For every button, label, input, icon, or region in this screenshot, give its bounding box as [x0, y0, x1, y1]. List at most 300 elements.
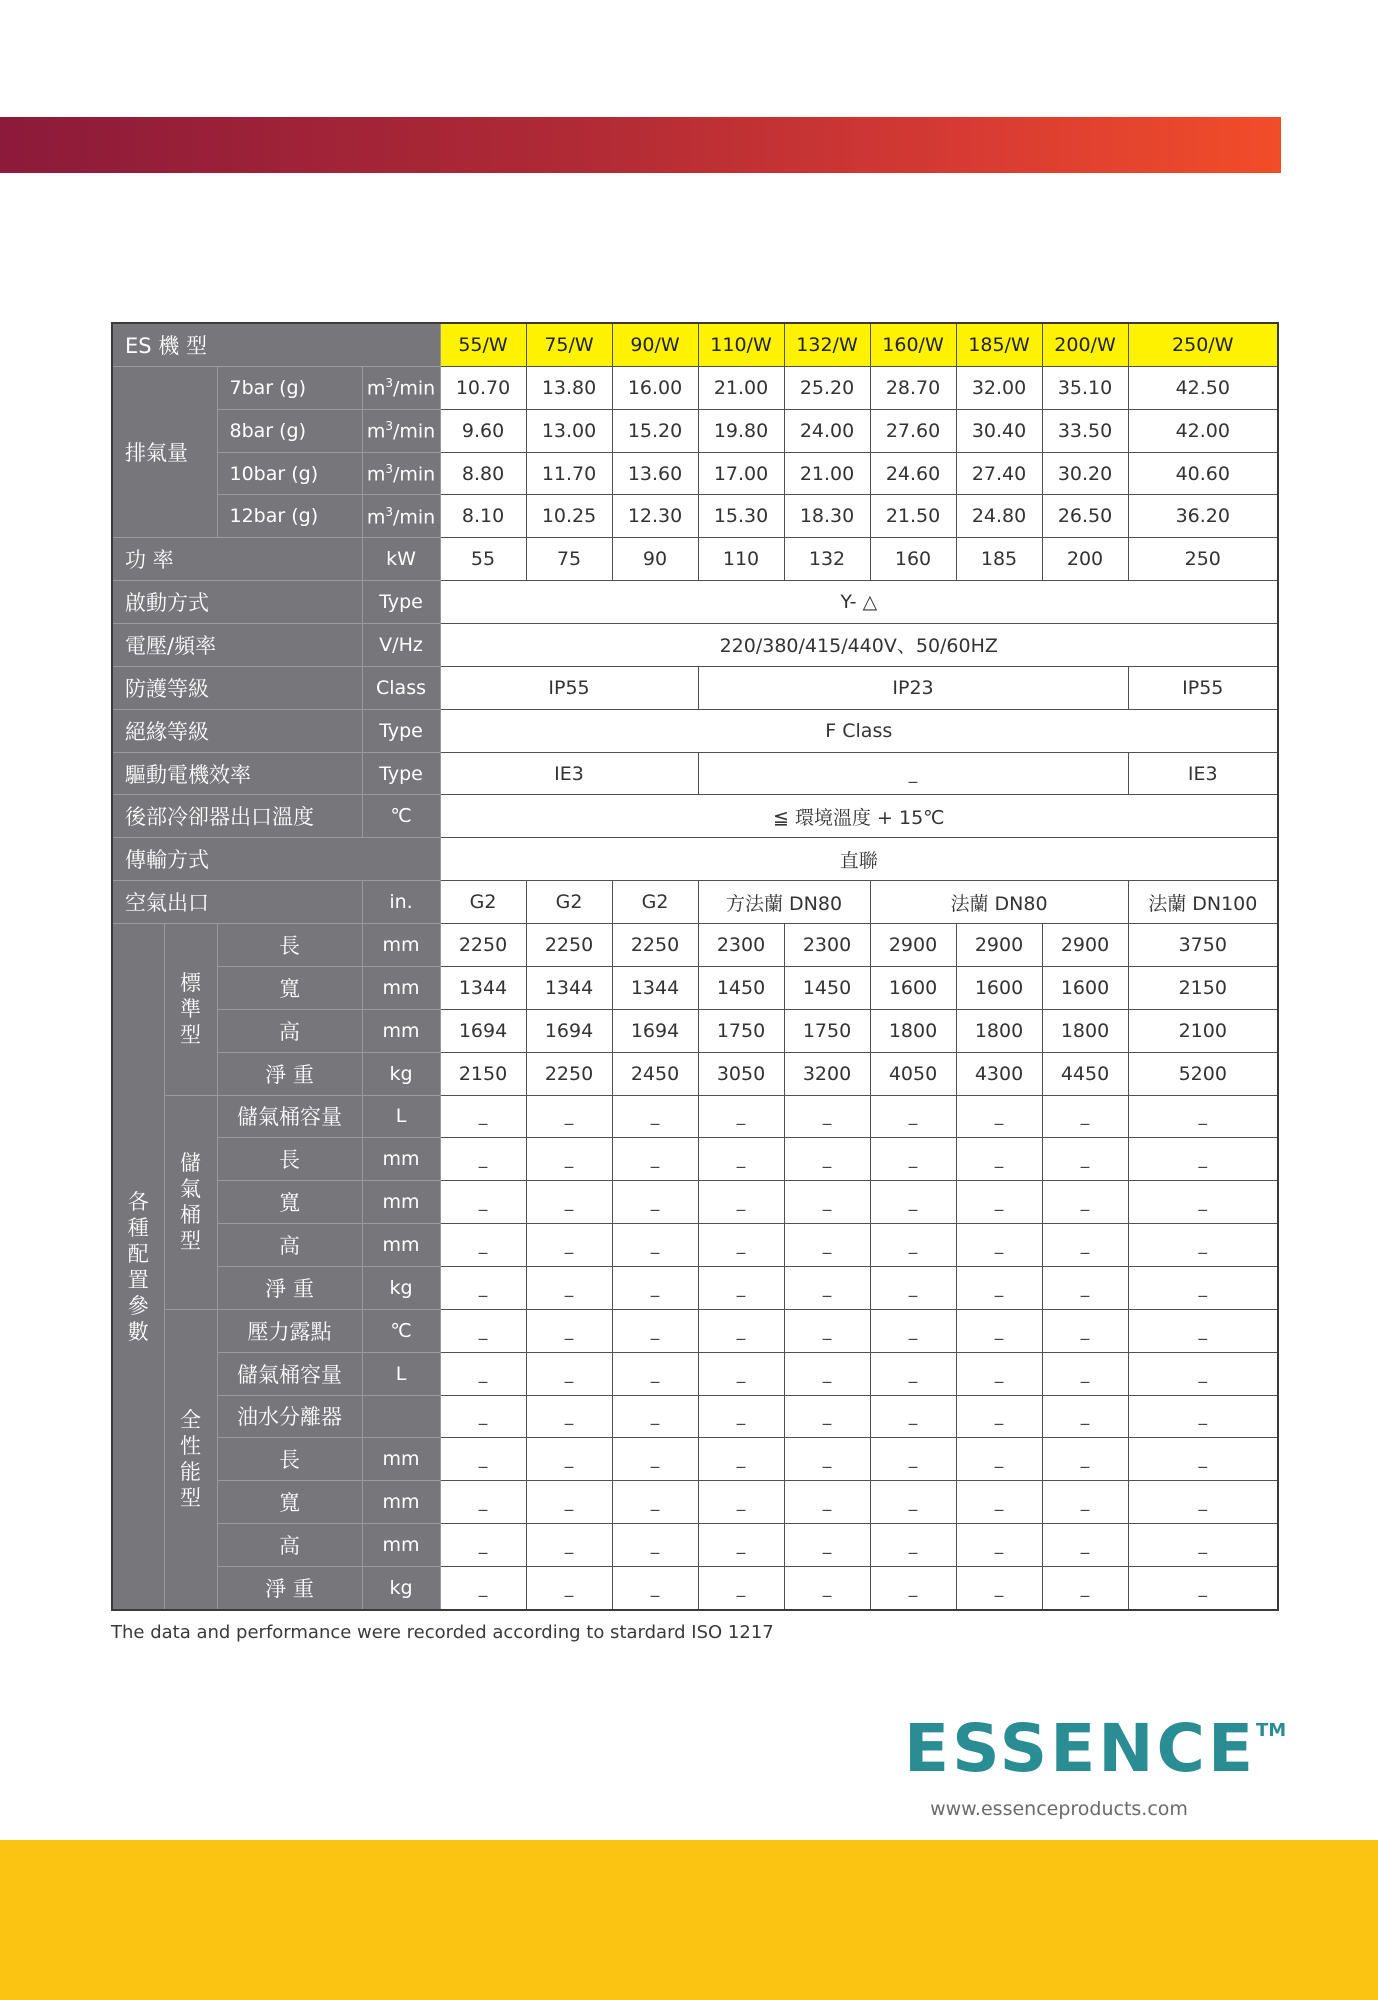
standard-value: 2250	[612, 924, 698, 967]
model-cell: 110/W	[698, 323, 784, 366]
tank-value: _	[526, 1181, 612, 1224]
cooler-temp-label: 後部冷卻器出口溫度	[112, 795, 362, 838]
unit-base: m	[366, 420, 386, 443]
standard-item-unit: mm	[362, 924, 440, 967]
standard-item-unit: kg	[362, 1052, 440, 1095]
full-performance-value: _	[956, 1567, 1042, 1611]
protection-value: IP55	[1128, 666, 1278, 709]
tank-value: _	[956, 1266, 1042, 1309]
tank-value: _	[1042, 1266, 1128, 1309]
tank-row	[112, 1138, 1278, 1181]
cooler-temp-row	[112, 795, 1278, 838]
standard-item-unit: mm	[362, 1009, 440, 1052]
standard-value: 1694	[440, 1009, 526, 1052]
standard-value: 2250	[526, 1052, 612, 1095]
model-cell: 185/W	[956, 323, 1042, 366]
full-performance-value: _	[1042, 1567, 1128, 1611]
standard-value: 1600	[1042, 966, 1128, 1009]
trademark-mark: TM	[1256, 1720, 1287, 1741]
tank-value: _	[612, 1138, 698, 1181]
unit-cell	[362, 495, 440, 538]
bottom-yellow-band	[0, 1840, 1378, 2000]
standard-value: 1450	[784, 966, 870, 1009]
full-performance-value: _	[1042, 1481, 1128, 1524]
tank-value: _	[870, 1266, 956, 1309]
full-performance-value: _	[698, 1352, 784, 1395]
discharge-value: 36.20	[1128, 495, 1278, 538]
tank-value: _	[870, 1095, 956, 1138]
full-performance-row	[112, 1309, 1278, 1352]
vertical-label-char: 型	[180, 1023, 201, 1048]
standard-value: 1450	[698, 966, 784, 1009]
power-value: 160	[870, 538, 956, 581]
vertical-label-char: 種	[127, 1215, 149, 1240]
unit-base: m	[366, 463, 386, 486]
model-cell: 90/W	[612, 323, 698, 366]
full-performance-value: _	[1128, 1352, 1278, 1395]
air-outlet-value: 方法蘭 DN80	[698, 881, 870, 924]
discharge-row	[112, 409, 1278, 452]
full-performance-value: _	[698, 1438, 784, 1481]
discharge-value: 15.30	[698, 495, 784, 538]
vertical-label-char: 配	[127, 1241, 149, 1266]
full-performance-value: _	[784, 1524, 870, 1567]
full-performance-value: _	[956, 1309, 1042, 1352]
full-performance-value: _	[1128, 1567, 1278, 1611]
vertical-label-char: 型	[180, 1486, 201, 1511]
full-performance-value: _	[1128, 1395, 1278, 1438]
full-performance-item-unit: kg	[362, 1567, 440, 1611]
full-performance-value: _	[784, 1309, 870, 1352]
full-performance-value: _	[956, 1352, 1042, 1395]
full-performance-value: _	[612, 1524, 698, 1567]
full-performance-item-unit: mm	[362, 1524, 440, 1567]
unit-cell	[362, 366, 440, 409]
essence-logo	[904, 1710, 1287, 1787]
tank-item-label: 長	[217, 1138, 362, 1181]
standard-row	[112, 966, 1278, 1009]
vertical-label-char: 儲	[180, 1151, 201, 1176]
protection-label: 防護等級	[112, 666, 362, 709]
discharge-value: 13.00	[526, 409, 612, 452]
standard-item-label: 淨 重	[217, 1052, 362, 1095]
full-performance-value: _	[698, 1481, 784, 1524]
model-cell: 200/W	[1042, 323, 1128, 366]
unit-tail: /min	[392, 420, 436, 443]
full-performance-value: _	[440, 1438, 526, 1481]
tank-item-unit: mm	[362, 1181, 440, 1224]
power-unit: kW	[362, 538, 440, 581]
unit-superscript: 3	[385, 504, 393, 519]
full-performance-value: _	[956, 1395, 1042, 1438]
full-performance-value: _	[698, 1524, 784, 1567]
tank-value: _	[870, 1181, 956, 1224]
brand-name: ESSENCE	[904, 1710, 1257, 1787]
top-gradient-band	[0, 117, 1281, 173]
unit-base: m	[366, 506, 386, 529]
air-outlet-value: G2	[440, 881, 526, 924]
discharge-value: 12.30	[612, 495, 698, 538]
pressure-label: 7bar (g)	[217, 366, 362, 409]
tank-value: _	[956, 1095, 1042, 1138]
full-performance-item-unit: ℃	[362, 1309, 440, 1352]
discharge-value: 25.20	[784, 366, 870, 409]
tank-value: _	[870, 1138, 956, 1181]
voltage-value: 220/380/415/440V、50/60HZ	[440, 624, 1278, 667]
full-performance-value: _	[612, 1438, 698, 1481]
voltage-label: 電壓/頻率	[112, 624, 362, 667]
standard-value: 1600	[870, 966, 956, 1009]
air-outlet-label: 空氣出口	[112, 881, 362, 924]
full-performance-group-label	[164, 1309, 217, 1610]
unit-tail: /min	[392, 506, 436, 529]
efficiency-label: 驅動電機效率	[112, 752, 362, 795]
standard-item-label: 高	[217, 1009, 362, 1052]
power-value: 250	[1128, 538, 1278, 581]
tank-item-unit: mm	[362, 1224, 440, 1267]
discharge-value: 40.60	[1128, 452, 1278, 495]
full-performance-value: _	[698, 1567, 784, 1611]
standard-group-label	[164, 924, 217, 1095]
transmission-row	[112, 838, 1278, 881]
standard-value: 1800	[956, 1009, 1042, 1052]
full-performance-value: _	[1128, 1524, 1278, 1567]
discharge-value: 17.00	[698, 452, 784, 495]
power-value: 110	[698, 538, 784, 581]
standard-value: 1750	[784, 1009, 870, 1052]
efficiency-value: IE3	[1128, 752, 1278, 795]
tank-value: _	[1128, 1224, 1278, 1267]
insulation-row	[112, 709, 1278, 752]
standard-value: 4050	[870, 1052, 956, 1095]
full-performance-value: _	[784, 1567, 870, 1611]
full-performance-value: _	[870, 1352, 956, 1395]
vertical-label-char: 能	[180, 1460, 201, 1485]
discharge-value: 26.50	[1042, 495, 1128, 538]
standard-value: 4450	[1042, 1052, 1128, 1095]
standard-value: 2100	[1128, 1009, 1278, 1052]
full-performance-item-label: 長	[217, 1438, 362, 1481]
standard-item-label: 寬	[217, 966, 362, 1009]
full-performance-value: _	[956, 1524, 1042, 1567]
tank-value: _	[440, 1266, 526, 1309]
tank-value: _	[526, 1224, 612, 1267]
model-label: ES 機 型	[112, 323, 440, 366]
discharge-value: 19.80	[698, 409, 784, 452]
full-performance-value: _	[870, 1481, 956, 1524]
tank-value: _	[612, 1095, 698, 1138]
full-performance-item-label: 淨 重	[217, 1567, 362, 1611]
full-performance-value: _	[1042, 1395, 1128, 1438]
tank-value: _	[698, 1181, 784, 1224]
tank-row	[112, 1181, 1278, 1224]
full-performance-item-label: 油水分離器	[217, 1395, 362, 1438]
standard-value: 1694	[612, 1009, 698, 1052]
standard-value: 2900	[870, 924, 956, 967]
standard-value: 2900	[956, 924, 1042, 967]
tank-value: _	[1128, 1138, 1278, 1181]
voltage-row	[112, 624, 1278, 667]
discharge-value: 10.70	[440, 366, 526, 409]
full-performance-value: _	[440, 1309, 526, 1352]
standard-value: 3750	[1128, 924, 1278, 967]
vertical-label-char: 準	[180, 997, 201, 1022]
discharge-value: 33.50	[1042, 409, 1128, 452]
tank-value: _	[784, 1224, 870, 1267]
protection-value: IP55	[440, 666, 698, 709]
standard-value: 2300	[698, 924, 784, 967]
full-performance-value: _	[1128, 1438, 1278, 1481]
full-performance-value: _	[612, 1352, 698, 1395]
air-outlet-value: 法蘭 DN80	[870, 881, 1128, 924]
tank-value: _	[440, 1138, 526, 1181]
pressure-label: 12bar (g)	[217, 495, 362, 538]
power-value: 90	[612, 538, 698, 581]
standard-row	[112, 1052, 1278, 1095]
standard-item-label: 長	[217, 924, 362, 967]
unit-cell	[362, 452, 440, 495]
tank-value: _	[1042, 1224, 1128, 1267]
cooler-temp-value: ≦ 環境溫度 + 15℃	[440, 795, 1278, 838]
tank-item-unit: L	[362, 1095, 440, 1138]
full-performance-value: _	[698, 1309, 784, 1352]
tank-value: _	[526, 1095, 612, 1138]
standard-value: 2150	[1128, 966, 1278, 1009]
standard-row	[112, 924, 1278, 967]
vertical-label-char: 桶	[180, 1203, 201, 1228]
tank-value: _	[612, 1181, 698, 1224]
air-outlet-unit: in.	[362, 881, 440, 924]
tank-value: _	[612, 1266, 698, 1309]
standard-value: 1694	[526, 1009, 612, 1052]
full-performance-item-label: 儲氣桶容量	[217, 1352, 362, 1395]
full-performance-item-unit: mm	[362, 1438, 440, 1481]
discharge-value: 27.40	[956, 452, 1042, 495]
pressure-label: 8bar (g)	[217, 409, 362, 452]
discharge-value: 15.20	[612, 409, 698, 452]
tank-item-unit: mm	[362, 1138, 440, 1181]
discharge-value: 24.60	[870, 452, 956, 495]
website-url: www.essenceproducts.com	[930, 1798, 1188, 1820]
full-performance-value: _	[440, 1395, 526, 1438]
discharge-value: 24.80	[956, 495, 1042, 538]
tank-value: _	[526, 1266, 612, 1309]
vertical-label-char: 氣	[180, 1177, 201, 1202]
tank-value: _	[784, 1181, 870, 1224]
full-performance-value: _	[526, 1309, 612, 1352]
vertical-label-char: 各	[127, 1189, 149, 1214]
protection-row	[112, 666, 1278, 709]
discharge-value: 13.60	[612, 452, 698, 495]
full-performance-value: _	[1042, 1352, 1128, 1395]
efficiency-unit: Type	[362, 752, 440, 795]
unit-superscript: 3	[385, 376, 393, 391]
discharge-value: 30.20	[1042, 452, 1128, 495]
tank-value: _	[1042, 1095, 1128, 1138]
standard-value: 2450	[612, 1052, 698, 1095]
tank-value: _	[698, 1224, 784, 1267]
protection-value: IP23	[698, 666, 1128, 709]
standard-value: 2300	[784, 924, 870, 967]
full-performance-value: _	[784, 1438, 870, 1481]
discharge-value: 21.50	[870, 495, 956, 538]
air-outlet-value: 法蘭 DN100	[1128, 881, 1278, 924]
efficiency-value: _	[698, 752, 1128, 795]
full-performance-value: _	[870, 1524, 956, 1567]
air-outlet-row	[112, 881, 1278, 924]
discharge-value: 13.80	[526, 366, 612, 409]
discharge-value: 27.60	[870, 409, 956, 452]
voltage-unit: V/Hz	[362, 624, 440, 667]
full-performance-value: _	[612, 1481, 698, 1524]
standard-value: 1800	[870, 1009, 956, 1052]
standard-value: 1600	[956, 966, 1042, 1009]
full-performance-value: _	[526, 1395, 612, 1438]
vertical-label-char: 參	[127, 1293, 149, 1318]
discharge-value: 21.00	[784, 452, 870, 495]
unit-cell	[362, 409, 440, 452]
unit-base: m	[366, 377, 386, 400]
standard-value: 2900	[1042, 924, 1128, 967]
full-performance-value: _	[440, 1352, 526, 1395]
tank-group-label	[164, 1095, 217, 1309]
tank-value: _	[956, 1138, 1042, 1181]
tank-value: _	[784, 1095, 870, 1138]
insulation-unit: Type	[362, 709, 440, 752]
tank-value: _	[440, 1224, 526, 1267]
vertical-label-char: 標	[180, 971, 201, 996]
full-performance-value: _	[698, 1395, 784, 1438]
standard-value: 1344	[526, 966, 612, 1009]
tank-item-label: 高	[217, 1224, 362, 1267]
discharge-value: 24.00	[784, 409, 870, 452]
air-outlet-value: G2	[526, 881, 612, 924]
power-value: 55	[440, 538, 526, 581]
full-performance-value: _	[440, 1481, 526, 1524]
insulation-label: 絕緣等級	[112, 709, 362, 752]
standard-value: 1750	[698, 1009, 784, 1052]
full-performance-value: _	[870, 1309, 956, 1352]
full-performance-value: _	[526, 1567, 612, 1611]
full-performance-item-label: 壓力露點	[217, 1309, 362, 1352]
full-performance-row	[112, 1395, 1278, 1438]
insulation-value: F Class	[440, 709, 1278, 752]
full-performance-value: _	[612, 1309, 698, 1352]
tank-value: _	[698, 1138, 784, 1181]
tank-value: _	[526, 1138, 612, 1181]
discharge-value: 18.30	[784, 495, 870, 538]
discharge-value: 10.25	[526, 495, 612, 538]
model-cell: 250/W	[1128, 323, 1278, 366]
full-performance-item-unit	[362, 1395, 440, 1438]
model-cell: 55/W	[440, 323, 526, 366]
air-outlet-value: G2	[612, 881, 698, 924]
discharge-row	[112, 452, 1278, 495]
power-label: 功 率	[112, 538, 362, 581]
full-performance-value: _	[1128, 1309, 1278, 1352]
standard-value: 3050	[698, 1052, 784, 1095]
full-performance-value: _	[612, 1567, 698, 1611]
full-performance-value: _	[1128, 1481, 1278, 1524]
vertical-label-char: 全	[180, 1408, 201, 1433]
full-performance-value: _	[870, 1395, 956, 1438]
standard-value: 1800	[1042, 1009, 1128, 1052]
tank-value: _	[1042, 1138, 1128, 1181]
tank-value: _	[698, 1095, 784, 1138]
start-method-row	[112, 581, 1278, 624]
standard-value: 2150	[440, 1052, 526, 1095]
tank-value: _	[1128, 1181, 1278, 1224]
start-method-unit: Type	[362, 581, 440, 624]
power-value: 185	[956, 538, 1042, 581]
discharge-value: 35.10	[1042, 366, 1128, 409]
standard-value: 3200	[784, 1052, 870, 1095]
full-performance-value: _	[440, 1567, 526, 1611]
standard-value: 5200	[1128, 1052, 1278, 1095]
transmission-label: 傳輸方式	[112, 838, 440, 881]
full-performance-row	[112, 1524, 1278, 1567]
standard-row	[112, 1009, 1278, 1052]
full-performance-value: _	[526, 1524, 612, 1567]
full-performance-row	[112, 1352, 1278, 1395]
full-performance-value: _	[784, 1395, 870, 1438]
tank-value: _	[784, 1266, 870, 1309]
model-header-row	[112, 323, 1278, 366]
vertical-label-char: 型	[180, 1229, 201, 1254]
tank-value: _	[440, 1095, 526, 1138]
spec-table	[111, 322, 1279, 1611]
tank-value: _	[870, 1224, 956, 1267]
discharge-row	[112, 495, 1278, 538]
tank-item-label: 儲氣桶容量	[217, 1095, 362, 1138]
full-performance-value: _	[1042, 1309, 1128, 1352]
full-performance-row	[112, 1567, 1278, 1611]
transmission-value: 直聯	[440, 838, 1278, 881]
discharge-value: 42.50	[1128, 366, 1278, 409]
efficiency-value: IE3	[440, 752, 698, 795]
full-performance-value: _	[526, 1481, 612, 1524]
vertical-label-char: 性	[180, 1434, 201, 1459]
tank-value: _	[1042, 1181, 1128, 1224]
start-method-label: 啟動方式	[112, 581, 362, 624]
full-performance-value: _	[870, 1438, 956, 1481]
discharge-label: 排氣量	[112, 366, 217, 537]
discharge-value: 30.40	[956, 409, 1042, 452]
power-value: 200	[1042, 538, 1128, 581]
standard-value: 4300	[956, 1052, 1042, 1095]
full-performance-value: _	[612, 1395, 698, 1438]
unit-superscript: 3	[385, 461, 393, 476]
discharge-value: 8.80	[440, 452, 526, 495]
full-performance-row	[112, 1481, 1278, 1524]
full-performance-value: _	[526, 1438, 612, 1481]
standard-value: 2250	[440, 924, 526, 967]
full-performance-item-label: 高	[217, 1524, 362, 1567]
tank-value: _	[784, 1138, 870, 1181]
tank-item-unit: kg	[362, 1266, 440, 1309]
vertical-label-char: 置	[127, 1267, 149, 1292]
unit-tail: /min	[392, 463, 436, 486]
tank-item-label: 淨 重	[217, 1266, 362, 1309]
config-group-label	[112, 924, 164, 1610]
model-cell: 132/W	[784, 323, 870, 366]
full-performance-value: _	[440, 1524, 526, 1567]
discharge-value: 32.00	[956, 366, 1042, 409]
cooler-temp-unit: ℃	[362, 795, 440, 838]
discharge-row	[112, 366, 1278, 409]
pressure-label: 10bar (g)	[217, 452, 362, 495]
tank-item-label: 寬	[217, 1181, 362, 1224]
